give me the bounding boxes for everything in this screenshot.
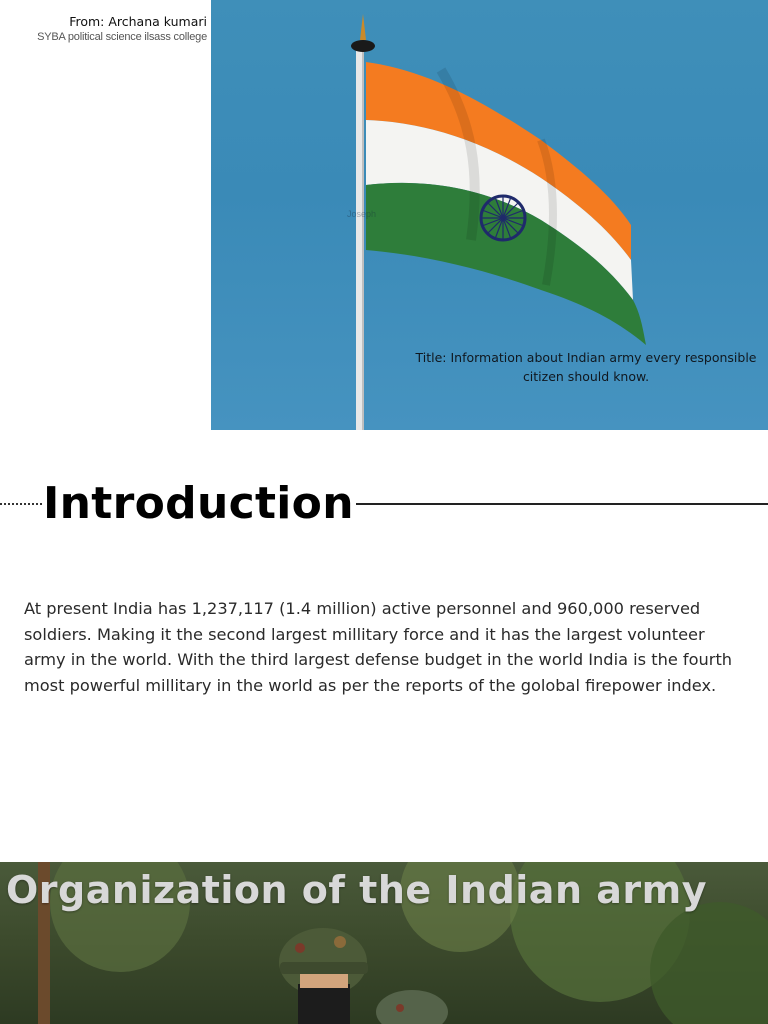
pole-finial [360, 14, 366, 40]
introduction-paragraph: At present India has 1,237,117 (1.4 million) active personnel and 960,000 reserved soldiers. Making it the second largest millitary force and it has the largest volunteer army in the world. With the third largest defense budget in the world India is the fourth most powerful millitary in the world as per the reports of the golobal firepower index. [24, 599, 733, 695]
soldier-figure [279, 928, 368, 1024]
ashoka-chakra-icon [481, 196, 525, 240]
author-college: SYBA political science ilsass college [37, 31, 207, 43]
hero-image-flag [211, 0, 768, 430]
author-block [0, 14, 207, 44]
soldier-figure [376, 990, 448, 1024]
organization-heading: Organization of the Indian army [6, 868, 707, 912]
introduction-heading: Introduction [43, 478, 354, 529]
photo-watermark: Joseph [347, 209, 377, 219]
army-banner-image [0, 862, 768, 1024]
pole-cap [351, 40, 375, 52]
heading-rule [356, 503, 768, 505]
dotted-rule [0, 503, 42, 505]
author-name: From: Archana kumari [69, 14, 207, 29]
introduction-heading-row [0, 476, 768, 532]
document-title: Title: Information about Indian army every responsible citizen should know. [415, 350, 757, 384]
